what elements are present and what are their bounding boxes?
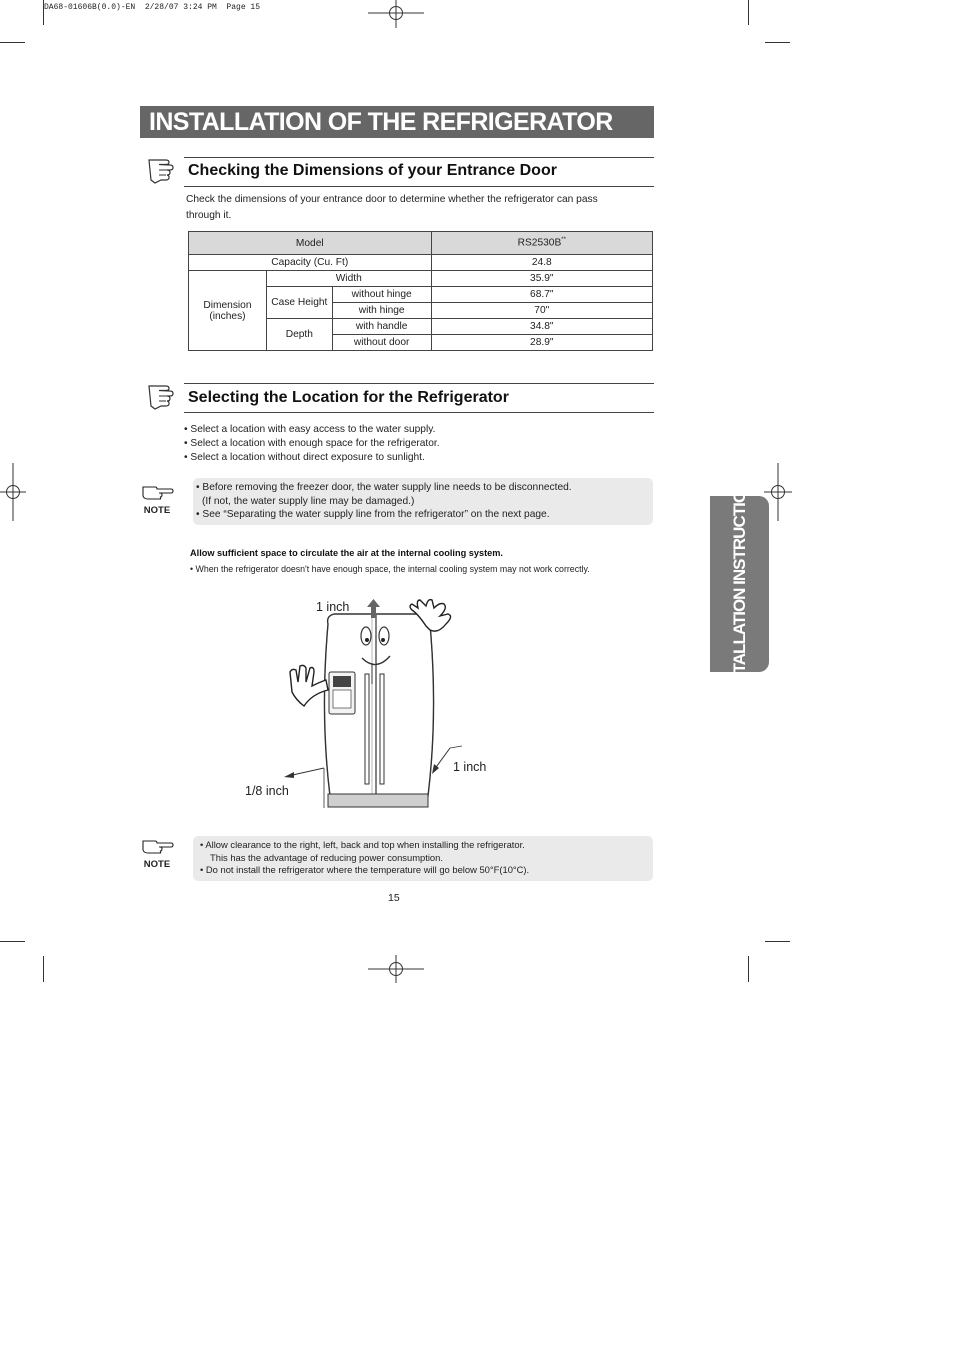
clearance-left-label: 1/8 inch [245,784,289,798]
note-label: NOTE [143,505,171,516]
print-header: DA68-01606B(0.0)-EN 2/28/07 3:24 PM Page 15 [44,3,261,12]
model-label: Model [189,232,432,255]
model-value: RS2530B [517,237,562,249]
page-title: INSTALLATION OF THE REFRIGERATOR [149,108,613,136]
intro-line-2: through it. [186,210,232,221]
clearance-top-label: 1 inch [316,600,350,614]
note-hand-icon [140,484,174,502]
section-heading-door [184,157,654,187]
section-heading-location-text: Selecting the Location for the Refrigerator [188,389,509,406]
note-line-2: This has the advantage of reducing power consumption. [210,851,443,863]
capacity-value: 24.8 [431,255,652,271]
width-value: 35.9" [431,271,652,287]
with-hinge-value: 70" [431,303,652,319]
note-line-3: • See “Separating the water supply line from the refrigerator” on the next page. [196,509,550,520]
registration-mark-icon [0,463,28,521]
without-door-label: without door [332,335,431,351]
list-item: • Select a location with easy access to the water supply. [184,424,436,435]
capacity-label: Capacity (Cu. Ft) [189,255,432,271]
air-circulation-title: Allow sufficient space to circulate the air at the internal cooling system. [190,548,503,558]
side-tab-label: INSTALLATION INSTRUCTIONS [729,469,749,699]
model-value-cell [431,232,652,255]
model-suffix: ** [561,237,566,244]
refrigerator-illustration [290,600,451,807]
table-row [189,271,653,287]
intro-line-1: Check the dimensions of your entrance door to determine whether the refrigerator can pass [186,194,598,205]
with-handle-label: with handle [332,319,431,335]
page-number: 15 [388,892,400,904]
without-door-value: 28.9" [431,335,652,351]
note-line-1: • Allow clearance to the right, left, back and top when installing the refrigerator. [200,839,525,850]
clearance-right-label: 1 inch [453,760,487,774]
table-row [189,232,653,255]
note-badge [140,484,174,516]
pointing-hand-icon [146,155,178,187]
note-text [200,839,529,877]
with-handle-value: 34.8" [431,319,652,335]
intro-text [186,192,646,224]
dimension-label: Dimension [203,299,252,311]
table-row [189,255,653,271]
side-tab [710,469,769,699]
without-hinge-value: 68.7" [431,287,652,303]
registration-mark-icon [368,955,424,985]
location-bullets [184,423,440,465]
note-label: NOTE [143,859,171,870]
dimension-unit: (inches) [209,310,246,322]
section-heading-location [184,383,654,413]
list-item: • Select a location without direct exposure to sunlight. [184,452,425,463]
case-height-label: Case Height [266,287,332,319]
note-line-2: (If not, the water supply line may be damaged.) [202,495,415,507]
without-hinge-label: without hinge [332,287,431,303]
section-heading-door-text: Checking the Dimensions of your Entrance Door [188,162,557,179]
page-title-bar [140,106,654,138]
width-label: Width [266,271,431,287]
note-line-1: • Before removing the freezer door, the water supply line needs to be disconnected. [196,482,572,493]
note-badge [140,838,174,870]
note-hand-icon [140,838,174,856]
dimension-label-cell [189,271,267,351]
air-circulation-text: • When the refrigerator doesn't have enough space, the internal cooling system may not work correctly. [190,564,590,574]
note-line-3: • Do not install the refrigerator where the temperature will go below 50°F(10°C). [200,864,530,875]
list-item: • Select a location with enough space for the refrigerator. [184,438,440,449]
with-hinge-label: with hinge [332,303,431,319]
depth-label: Depth [266,319,332,351]
pointing-hand-icon [146,381,178,413]
registration-mark-icon [368,0,424,30]
dimensions-table [188,231,653,351]
note-text [196,481,572,522]
left-clearance-arrow-icon [284,768,324,808]
